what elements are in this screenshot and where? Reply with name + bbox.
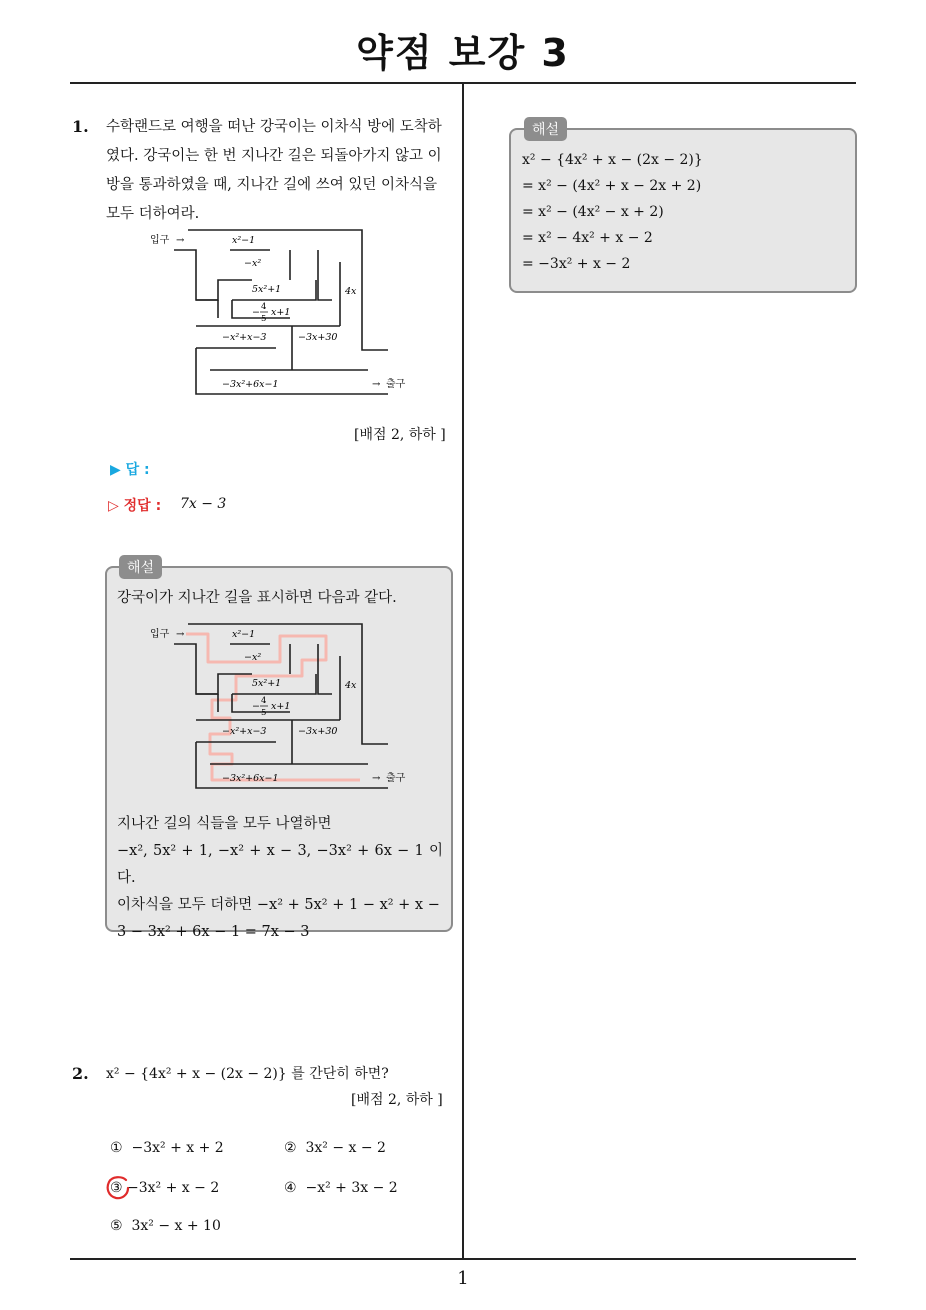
page-number: 1	[457, 1268, 469, 1289]
maze-expr: −3x+30	[298, 332, 338, 343]
q2-solution-line: x² − {4x² + x − (2x − 2)}	[522, 152, 703, 168]
q2-meta: [배점 2, 하하 ]	[351, 1092, 443, 1108]
maze-expr: 4x	[345, 286, 357, 297]
maze-expr: 4	[261, 302, 267, 312]
maze-expr: 4x	[345, 680, 357, 691]
q2-choice-5[interactable]	[110, 1218, 221, 1234]
choice-text: 3x² − x + 10	[131, 1218, 221, 1234]
maze-expr: −x²	[244, 258, 262, 269]
q2-solution-line: = x² − (4x² − x + 2)	[522, 204, 664, 220]
svg-text:→: →	[176, 235, 185, 246]
maze-expr: 4	[261, 696, 267, 706]
svg-text:→: →	[176, 629, 185, 640]
q1-line: 방을 통과하였을 때, 지나간 길에 쓰여 있던 이차식을	[106, 177, 438, 193]
choice-mark: ①	[110, 1140, 123, 1156]
q1-number: 1.	[72, 117, 89, 136]
choice-text: −x² + 3x − 2	[305, 1180, 398, 1196]
q1-line: 수학랜드로 여행을 떠난 강국이는 이차식 방에 도착하	[106, 119, 442, 135]
maze-expr: −x²+x−3	[222, 332, 267, 343]
maze-exit-label: 출구	[386, 379, 406, 390]
maze-expr: 5x²+1	[252, 678, 282, 689]
maze-expr: x+1	[271, 701, 291, 712]
q1-text	[106, 113, 456, 229]
q1-solution-line: 지나간 길의 식들을 모두 나열하면	[117, 816, 332, 832]
q2-solution-line: = x² − 4x² + x − 2	[522, 230, 653, 246]
q1-meta: [배점 2, 하하 ]	[354, 427, 446, 443]
maze-expr: −x²	[244, 652, 262, 663]
q1-solution-line: −x², 5x² + 1, −x² + x − 3, −3x² + 6x − 1 이다.	[117, 843, 443, 886]
q1-solution-text	[117, 811, 443, 946]
maze-expr: −	[252, 701, 260, 712]
maze-expr: −3x²+6x−1	[222, 773, 279, 784]
choice-text: −3x² + x + 2	[131, 1140, 224, 1156]
maze-expr: −x²+x−3	[222, 726, 267, 737]
maze-expr: x+1	[271, 307, 291, 318]
q1-solution-line: 3 − 3x² + 6x − 1 = 7x − 3	[117, 924, 310, 940]
svg-text:→: →	[372, 773, 381, 784]
choice-mark: ⑤	[110, 1218, 123, 1234]
q2-question: x² − {4x² + x − (2x − 2)} 를 간단히 하면?	[106, 1066, 389, 1082]
q1-solution-tag: 해설	[119, 555, 162, 579]
q1-line: 모두 더하여라.	[106, 206, 200, 222]
q1-maze	[140, 222, 420, 402]
q1-correct-value: 7x − 3	[180, 496, 227, 512]
maze-expr: 5	[261, 708, 267, 718]
q1-solution-intro: 강국이가 지나간 길을 표시하면 다음과 같다.	[117, 590, 397, 606]
maze-entrance-label: 입구	[150, 235, 170, 246]
maze-expr: −3x+30	[298, 726, 338, 737]
maze-expr: −	[252, 307, 260, 318]
footer-rule	[70, 1258, 856, 1260]
q2-solution-tag: 해설	[524, 117, 567, 141]
q2-solution-line: = x² − (4x² + x − 2x + 2)	[522, 178, 702, 194]
correct-answer-circle-icon	[104, 1174, 132, 1202]
maze-expr: −3x²+6x−1	[222, 379, 279, 390]
q1-answer-label: ▶ 답 :	[110, 462, 150, 478]
q2-choice-4[interactable]	[284, 1180, 398, 1196]
choice-mark: ④	[284, 1180, 297, 1196]
column-divider	[462, 83, 464, 1259]
q2-choice-1[interactable]	[110, 1140, 224, 1156]
choice-text: 3x² − x − 2	[305, 1140, 386, 1156]
choice-text: −3x² + x − 2	[127, 1180, 220, 1196]
q2-choice-2[interactable]	[284, 1140, 386, 1156]
maze-expr: x²−1	[232, 629, 256, 640]
maze-expr: x²−1	[232, 235, 256, 246]
q1-line: 였다. 강국이는 한 번 지나간 길은 되돌아가지 않고 이	[106, 148, 442, 164]
q1-solution-maze	[140, 616, 420, 796]
q1-correct-label: ▷ 정답 :	[108, 498, 162, 514]
q1-solution-line: 이차식을 모두 더하면 −x² + 5x² + 1 − x² + x −	[117, 897, 440, 913]
maze-entrance-label: 입구	[150, 629, 170, 640]
choice-mark: ③	[110, 1180, 123, 1196]
svg-text:→: →	[372, 379, 381, 390]
q2-number: 2.	[72, 1064, 89, 1083]
choice-mark: ②	[284, 1140, 297, 1156]
q2-solution-line: = −3x² + x − 2	[522, 256, 631, 272]
maze-expr: 5x²+1	[252, 284, 282, 295]
maze-exit-label: 출구	[386, 773, 406, 784]
page-title: 약점 보강 3	[356, 31, 570, 75]
maze-expr: 5	[261, 314, 267, 324]
